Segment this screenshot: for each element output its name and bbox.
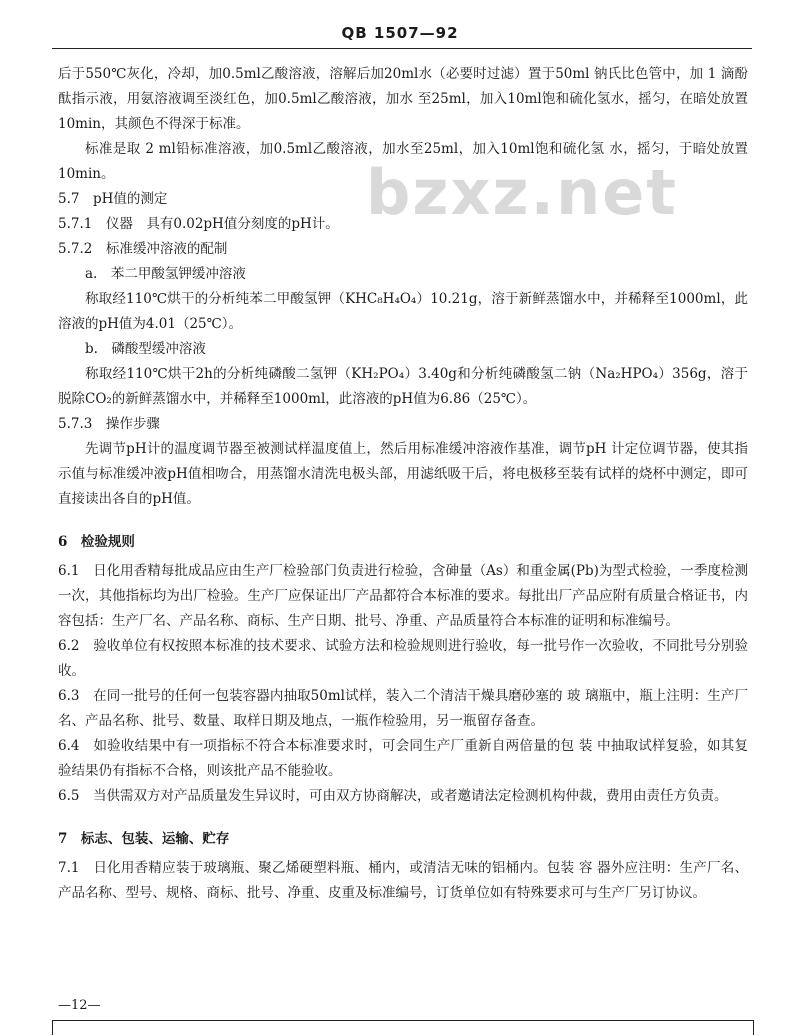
section-heading: 5.7.2 标准缓冲溶液的配制 <box>58 241 228 257</box>
section-heading: 6 检验规则 <box>58 534 135 550</box>
paragraph: 6.4 如验收结果中有一项指标不符合本标准要求时，可会同生产厂重新自两倍量的包 装 中抽取试样复验，如其复验结果仍有指标不合格，则该批产品不能验收。 <box>58 738 748 779</box>
paragraph: 称取经110℃烘干的分析纯苯二甲酸氢钾（KHC₈H₄O₄）10.21g，溶于新鲜蒸馏水中，并稀释至1000ml，此溶液的pH值为4.01（25℃）。 <box>58 291 748 332</box>
paragraph: 后于550℃灰化，冷却，加0.5ml乙酸溶液，溶解后加20ml水（必要时过滤）置于50ml 钠氏比色管中，加 1 滴酚酞指示液，用氨溶液调至淡红色，加0.5ml乙酸溶液，加水 至25ml，加入10ml饱和硫化氢水，摇匀，在暗处放置10min，其颜色不得深于标准。 <box>58 66 748 132</box>
section-heading: 5.7.1 仪器 具有0.02pH值分刻度的pH计。 <box>58 216 339 232</box>
paragraph: 6.5 当供需双方对产品质量发生异议时，可由双方协商解决，或者邀请法定检测机构仲裁，费用由责任方负责。 <box>58 788 728 804</box>
page-number: —12— <box>58 998 101 1013</box>
paragraph: 6.3 在同一批号的任何一包装容器内抽取50ml试样，装入二个清洁干燥具磨砂塞的 玻 璃瓶中，瓶上注明：生产厂名、产品名称、批号、数量、取样日期及地点，一瓶作检验用，另一瓶留存备查。 <box>58 688 748 729</box>
paragraph: 先调节pH计的温度调节器至被测试样温度值上，然后用标准缓冲溶液作基准，调节pH 计定位调节器，使其指示值与标准缓冲液pH值相吻合，用蒸馏水清洗电极头部，用滤纸吸干后，将电极移至装有试样的烧杯中测定，即可直接读出各自的pH值。 <box>58 441 748 507</box>
paragraph: 6.2 验收单位有权按照本标准的技术要求、试验方法和检验规则进行验收，每一批号作一次验收，不同批号分别验收。 <box>58 638 748 679</box>
paragraph: 7.1 日化用香精应装于玻璃瓶、聚乙烯硬塑料瓶、桶内，或清洁无味的铝桶内。包装 容 器外应注明：生产厂名、产品名称、型号、规格、商标、批号、净重、皮重及标准编号，订货单位如有特殊要求可与生产厂另订协议。 <box>58 860 748 901</box>
section-heading: 7 标志、包装、运输、贮存 <box>58 831 230 847</box>
section-heading: b. 磷酸型缓冲溶液 <box>85 341 206 357</box>
watermark: bzxz.net <box>366 156 678 229</box>
section-heading: 5.7 pH值的测定 <box>58 191 168 207</box>
paragraph: 6.1 日化用香精每批成品应由生产厂检验部门负责进行检验，含砷量（As）和重金属(Pb)为型式检验，一季度检测一次，其他指标均为出厂检验。生产厂应保证出厂产品都符合本标准的要求。每批出厂产品应附有质量合格证书，内容包括：生产厂名、产品名称、商标、生产日期、批号、净重、产品质量符合本标准的证明和标准编号。 <box>58 563 748 629</box>
standard-code-header: QB 1507—92 <box>341 24 459 42</box>
section-heading: a. 苯二甲酸氢钾缓冲溶液 <box>85 266 246 282</box>
footer-frame <box>52 1020 754 1035</box>
header-rule <box>52 48 752 49</box>
paragraph: 称取经110℃烘干2h的分析纯磷酸二氢钾（KH₂PO₄）3.40g和分析纯磷酸氢二钠（Na₂HPO₄）356g，溶于脱除CO₂的新鲜蒸馏水中，并稀释至1000ml，此溶液的pH值为6.86（25℃）。 <box>58 366 748 407</box>
document-body <box>58 62 748 906</box>
section-heading: 5.7.3 操作步骤 <box>58 416 160 432</box>
paragraph: 标准是取 2 ml铅标准溶液，加0.5ml乙酸溶液，加水至25ml，加入10ml饱和硫化氢 水，摇匀，于暗处放置10min。 <box>58 141 748 182</box>
